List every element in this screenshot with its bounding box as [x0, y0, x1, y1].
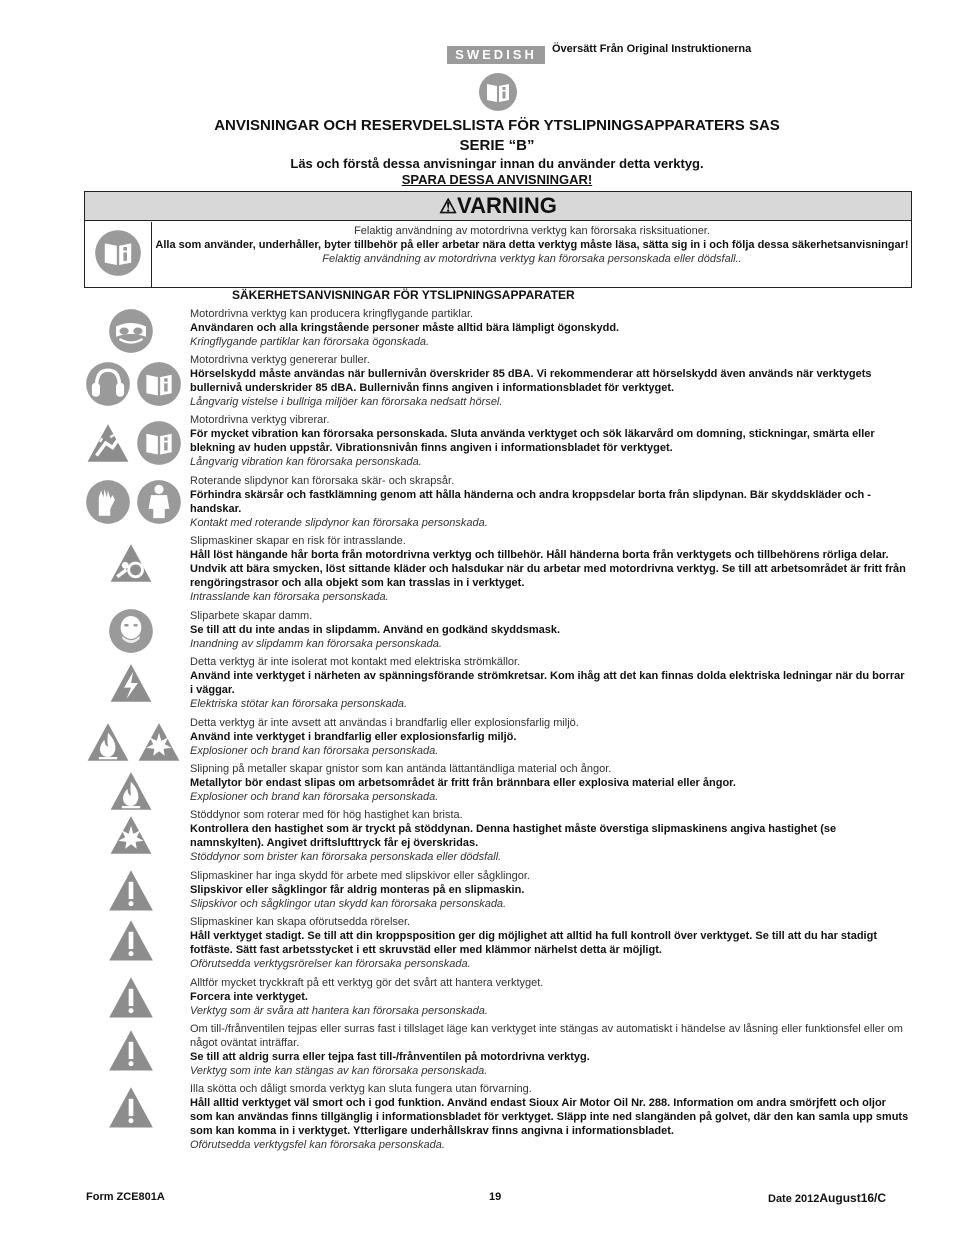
safety-item-consequence: Intrasslande kan förorsaka personskada. [190, 591, 389, 603]
safety-item-hazard: Slipning på metaller skapar gnistor som kan antända lättantändliga material och ångor. [190, 763, 612, 775]
respirator-mask-icon [108, 608, 154, 654]
safety-item-hazard: Stöddynor som roterar med för hög hastighet kan brista. [190, 809, 463, 821]
warning-line-2: Alla som använder, underhåller, byter tillbehör på eller arbetar nära detta verktyg måste läsa, sätta sig in i och följa dessa säkerhetsanvisningar! [155, 239, 909, 251]
safety-item [190, 655, 910, 711]
safety-item-consequence: Explosioner och brand kan förorsaka personskada. [190, 745, 439, 757]
entanglement-hazard-icon [108, 540, 154, 586]
warning-text [153, 224, 911, 266]
explosion-hazard-icon [108, 812, 154, 858]
warning-line-3: Felaktig användning av motordrivna verktyg kan förorsaka personskada eller dödsfall.. [322, 253, 742, 265]
safety-item-instruction: Förhindra skärsår och fastklämning genom att hålla händerna och andra kroppsdelar borta från slipdynan. Bär skyddskläder och -handskar. [190, 489, 871, 515]
safety-item [190, 474, 910, 530]
document-subtitle: SERIE “B” [459, 137, 535, 154]
protective-clothing-icon [136, 479, 182, 525]
warning-exclamation-icon [108, 1028, 154, 1074]
safety-item-hazard: Motordrivna verktyg kan producera kringflygande partiklar. [190, 308, 474, 320]
safety-item [190, 716, 910, 758]
safety-item-instruction: Slipskivor eller sågklingor får aldrig monteras på en slipmaskin. [190, 884, 525, 896]
safety-item-instruction: Håll löst hängande hår borta från motordrivna verktyg och tillbehör. Håll händerna borta från verktygets och tillbehörens rörliga delar. Undvik att bära smycken, löst sittande kläder och halsdukar när du arbetar med motordrivna verktyg. Se till att arbetsområdet är fritt från rengöringstrasor och alla objekt som kan trasslas in i verktyget. [190, 549, 906, 589]
safety-item-hazard: Roterande slipdynor kan förorsaka skär- och skrapsår. [190, 475, 455, 487]
safety-item-hazard: Slipmaskiner skapar en risk för intrasslande. [190, 535, 406, 547]
gloves-icon [85, 479, 131, 525]
footer-date-suffix: August16/C [819, 1191, 887, 1205]
safety-item-instruction: Se till att du inte andas in slipdamm. Använd en godkänd skyddsmask. [190, 624, 561, 636]
vibration-hazard-icon [85, 420, 131, 466]
read-note: Läs och förstå dessa anvisningar innan du använder detta verktyg. [290, 156, 704, 171]
flammable-hazard-icon [85, 719, 131, 765]
electric-shock-icon [108, 660, 154, 706]
save-note: SPARA DESSA ANVISNINGAR! [401, 172, 593, 187]
warning-icon-cell [85, 222, 152, 287]
flammable-hazard-icon [108, 768, 154, 814]
safety-item-instruction: För mycket vibration kan förorsaka personskada. Sluta använda verktyget och sök läkarvård om domning, stickningar, smärta eller blekning av huden uppstår. Vibrationsnivån finns angiven i informationsbladet för verktyget. [190, 428, 875, 454]
page-number: 19 [489, 1191, 502, 1203]
warning-box [84, 191, 912, 288]
safety-item-consequence: Oförutsedda verktygsfel kan förorsaka personskada. [190, 1139, 445, 1151]
safety-item [190, 353, 910, 409]
safety-item-consequence: Stöddynor som brister kan förorsaka personskada eller dödsfall. [190, 851, 502, 863]
warning-exclamation-icon [108, 1085, 154, 1131]
safety-item-instruction: Hörselskydd måste användas när bullernivån överskrider 85 dBA. Vi rekommenderar att hörselskydd även används när verktygets bullernivå underskrider 85 dBA. Bullernivån finns angiven i informationsbladet för verktyget. [190, 368, 872, 394]
safety-item-instruction: Håll verktyget stadigt. Se till att din kroppsposition ger dig möjlighet att alltid ha full kontroll över verktyget. Se till att du har stadigt fotfäste. Sätt fast arbetsstycket i ett skruvstäd eller med klämmor närhelst detta är möjligt. [190, 930, 877, 956]
language-badge: SWEDISH [447, 46, 545, 64]
safety-item-hazard: Om till-/frånventilen tejpas eller surras fast i tillslaget läge kan verktyget inte stängas av automatiskt i händelse av låsning eller funktionsfel eller om något oväntat inträffar. [190, 1023, 903, 1049]
safety-item-consequence: Oförutsedda verktygsrörelser kan förorsaka personskada. [190, 958, 471, 970]
safety-item-consequence: Verktyg som är svåra att hantera kan förorsaka personskada. [190, 1005, 488, 1017]
safety-item-instruction: Kontrollera den hastighet som är tryckt på stöddynan. Denna hastighet måste överstiga slipmaskinens angiva hastighet (se namnskylten). Angivet driftslufttryck får ej överskridas. [190, 823, 837, 849]
safety-item-hazard: Slipmaskiner kan skapa oförutsedda rörelser. [190, 916, 411, 928]
safety-item-instruction: Metallytor bör endast slipas om arbetsområdet är fritt från brännbara eller explosiva material eller ångor. [190, 777, 736, 789]
document-title: ANVISNINGAR OCH RESERVDELSLISTA FÖR YTSLIPNINGSAPPARATERS SAS [214, 117, 780, 134]
safety-item-hazard: Motordrivna verktyg vibrerar. [190, 414, 330, 426]
safety-item [190, 307, 910, 349]
safety-item-instruction: Håll alltid verktyget väl smort och i god funktion. Använd endast Sioux Air Motor Oil Nr. 288. Information om andra smörjfett och oljor som kan användas finns tillgänglig i informationsbladet för verktyget. Släpp inte ned slangänden på golvet, där den kan samla upp smuts som kan komma in i verktyget. Ytterligare underhållskrav finns angivna i informationsbladet. [190, 1097, 909, 1137]
safety-item [190, 762, 910, 804]
warning-exclamation-icon [108, 868, 154, 914]
read-manual-icon [136, 361, 182, 407]
safety-item-consequence: Långvarig vibration kan förorsaka personskada. [190, 456, 422, 468]
warning-triangle-icon: ⚠ [439, 196, 458, 218]
safety-item-consequence: Verktyg som inte kan stängas av kan förorsaka personskada. [190, 1065, 488, 1077]
safety-item [190, 413, 910, 469]
safety-item [190, 534, 910, 604]
safety-item-hazard: Sliparbete skapar damm. [190, 610, 313, 622]
warning-title: VARNING [457, 193, 557, 218]
safety-item [190, 915, 910, 971]
safety-goggles-icon [108, 308, 154, 354]
safety-item-instruction: Använd inte verktyget i närheten av spänningsförande strömkretsar. Kom ihåg att det kan finnas dolda elektriska ledningar när du borrar i väggar. [190, 670, 905, 696]
translated-note: Översätt Från Original Instruktionerna [552, 43, 752, 55]
ear-protection-icon [85, 361, 131, 407]
safety-item-consequence: Kringflygande partiklar kan förorsaka ögonskada. [190, 336, 430, 348]
read-manual-icon [478, 72, 518, 112]
safety-item-instruction: Forcera inte verktyget. [190, 991, 308, 1003]
safety-item-hazard: Alltför mycket tryckkraft på ett verktyg gör det svårt att hantera verktyget. [190, 977, 544, 989]
safety-item [190, 1082, 910, 1152]
form-number: Form ZCE801A [86, 1191, 165, 1203]
safety-item-instruction: Använd inte verktyget i brandfarlig eller explosionsfarlig miljö. [190, 731, 517, 743]
safety-item-consequence: Långvarig vistelse i bullriga miljöer kan förorsaka nedsatt hörsel. [190, 396, 503, 408]
safety-item-hazard: Motordrivna verktyg genererar buller. [190, 354, 370, 366]
safety-item-consequence: Explosioner och brand kan förorsaka personskada. [190, 791, 439, 803]
safety-item-hazard: Detta verktyg är inte isolerat mot kontakt med elektriska strömkällor. [190, 656, 521, 668]
explosion-hazard-icon [136, 719, 182, 765]
safety-item-hazard: Illa skötta och dåligt smorda verktyg kan sluta fungera utan förvarning. [190, 1083, 532, 1095]
warning-exclamation-icon [108, 975, 154, 1021]
safety-item-consequence: Slipskivor och sågklingor utan skydd kan förorsaka personskada. [190, 898, 507, 910]
warning-line-1: Felaktig användning av motordrivna verktyg kan förorsaka risksituationer. [354, 225, 710, 237]
safety-item [190, 976, 910, 1018]
safety-item-instruction: Se till att aldrig surra eller tejpa fast till-/frånventilen på motordrivna verktyg. [190, 1051, 590, 1063]
safety-heading: SÄKERHETSANVISNINGAR FÖR YTSLIPNINGSAPPARATER [232, 288, 575, 302]
safety-item-hazard: Detta verktyg är inte avsett att användas i brandfarlig eller explosionsfarlig miljö. [190, 717, 579, 729]
safety-item [190, 808, 910, 864]
read-manual-icon [136, 420, 182, 466]
safety-item [190, 1022, 910, 1078]
safety-item-instruction: Användaren och alla kringstående personer måste alltid bära lämpligt ögonskydd. [190, 322, 620, 334]
safety-item-consequence: Inandning av slipdamm kan förorsaka personskada. [190, 638, 442, 650]
safety-item-consequence: Kontakt med roterande slipdynor kan förorsaka personskada. [190, 517, 488, 529]
read-manual-icon [94, 229, 142, 277]
safety-item-hazard: Slipmaskiner har inga skydd för arbete med slipskivor eller sågklingor. [190, 870, 530, 882]
safety-item-consequence: Elektriska stötar kan förorsaka personskada. [190, 698, 408, 710]
safety-item [190, 609, 910, 651]
warning-header [85, 192, 911, 221]
footer-date: Date 2012 [768, 1193, 820, 1205]
safety-item [190, 869, 910, 911]
warning-exclamation-icon [108, 918, 154, 964]
